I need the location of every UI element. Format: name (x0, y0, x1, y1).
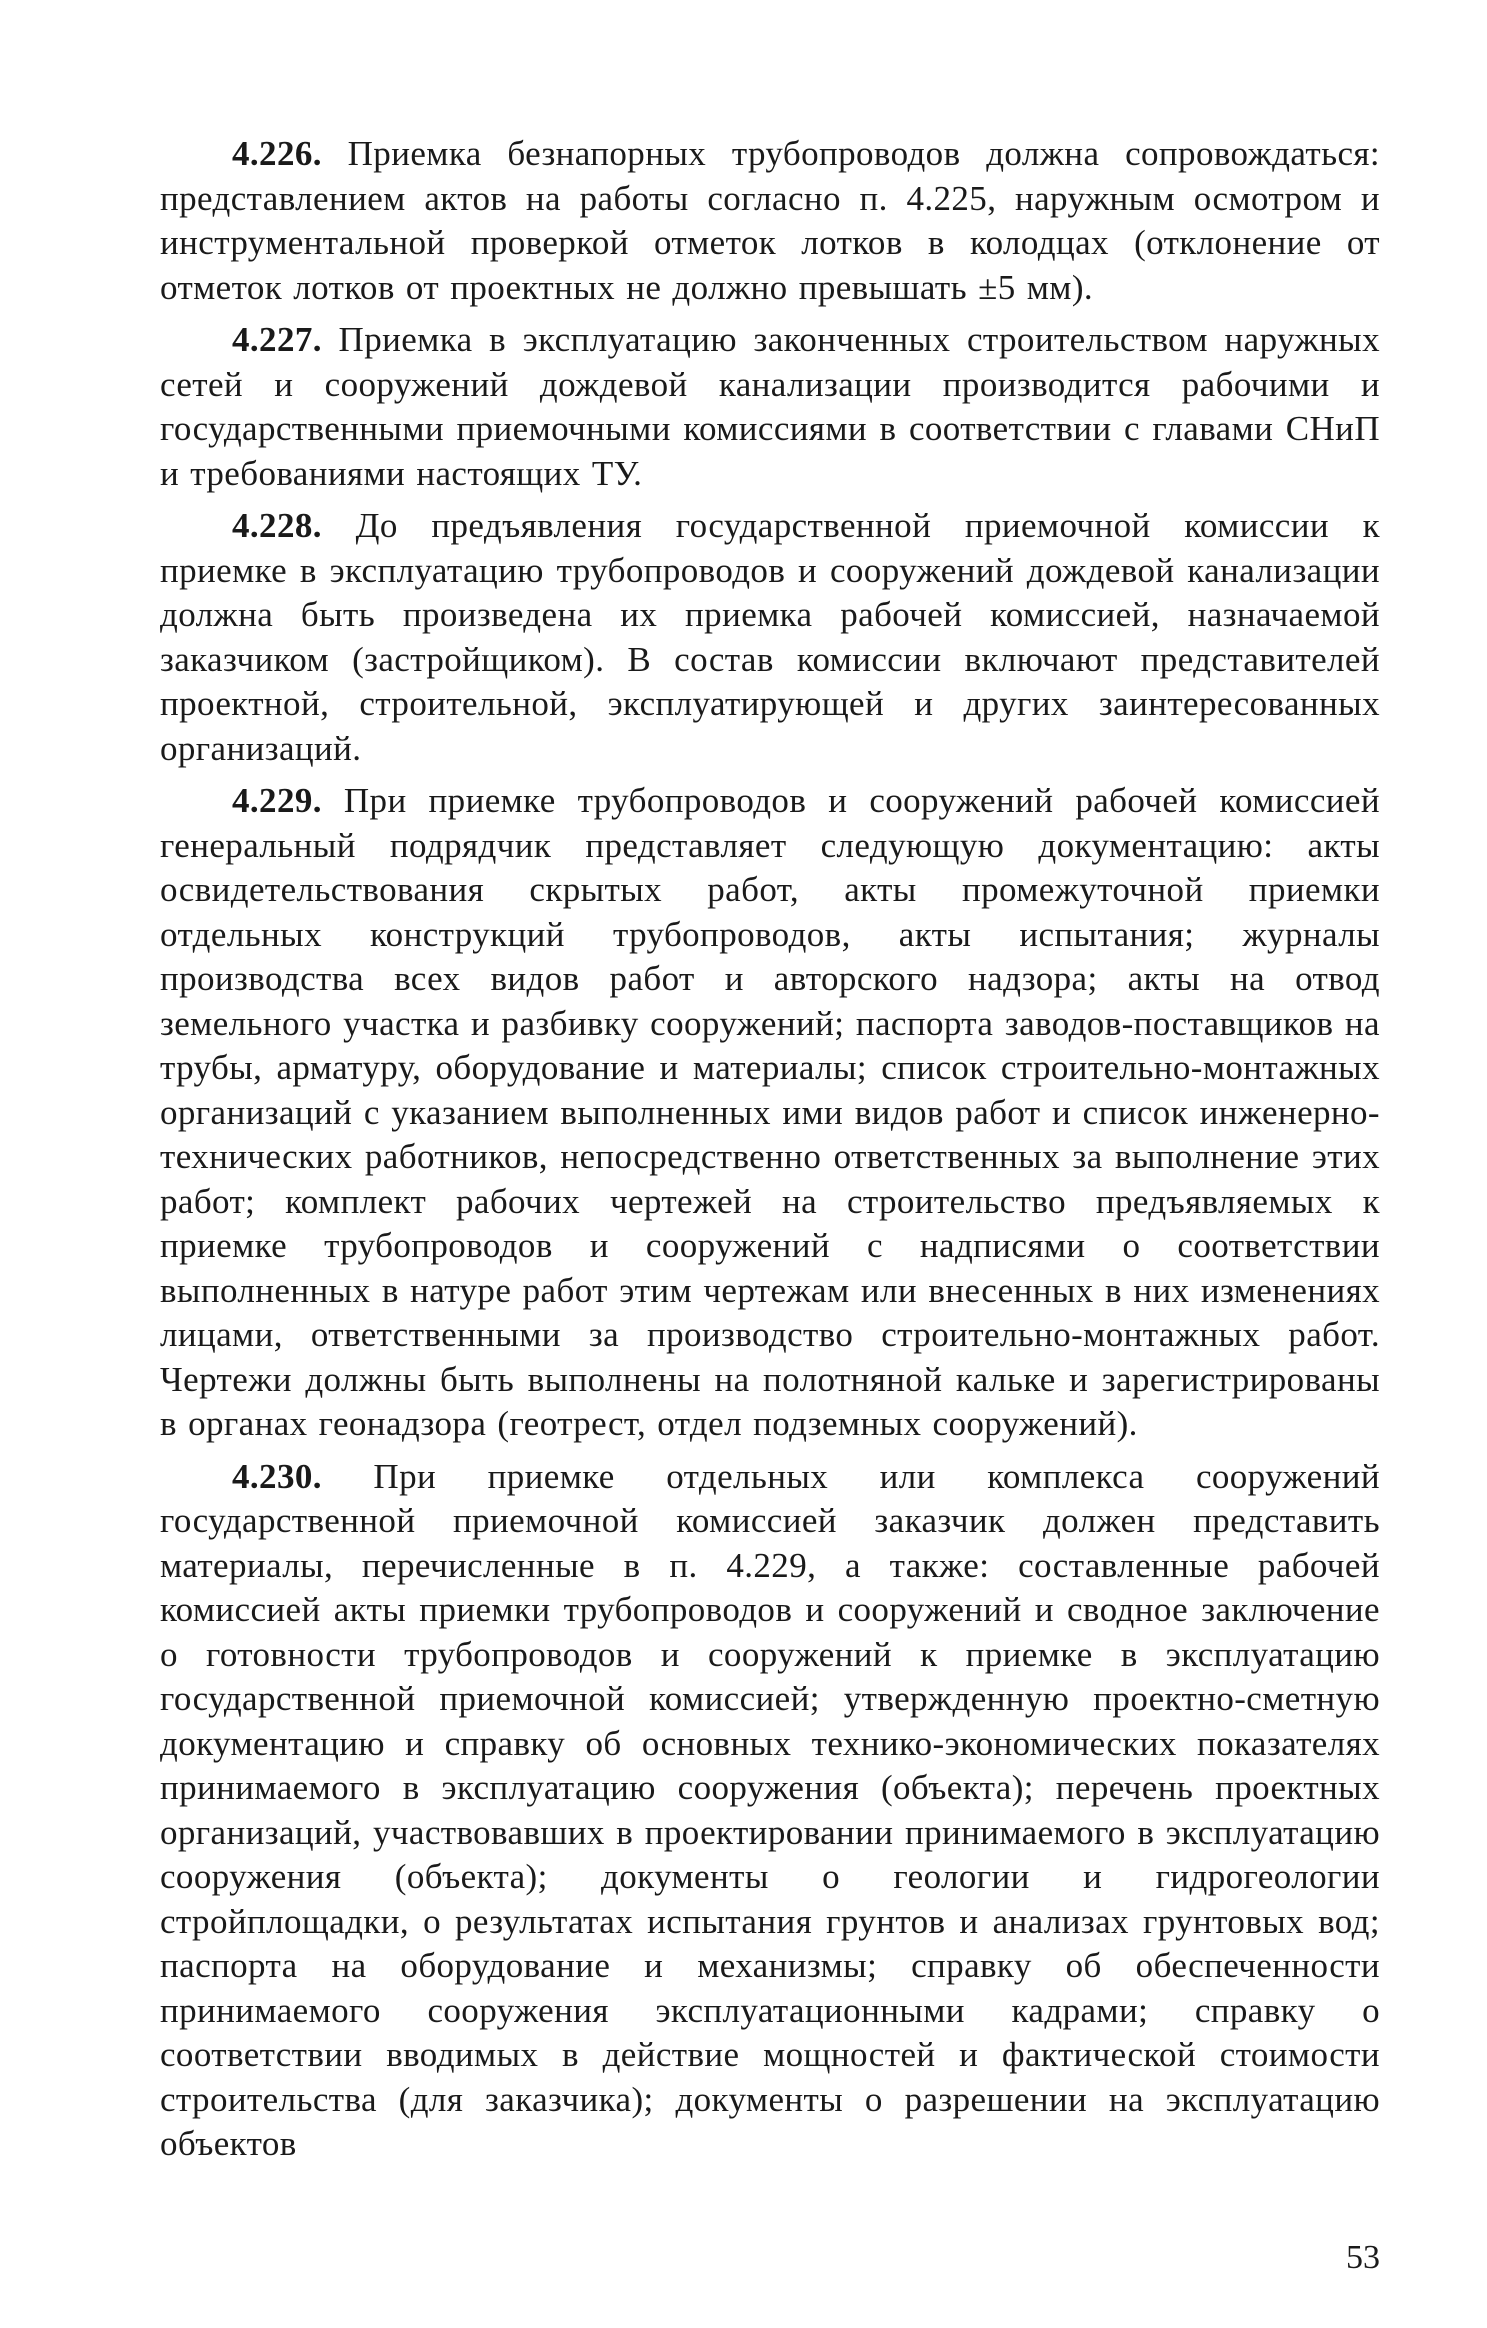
paragraph-4-227 (160, 318, 1380, 496)
document-page (160, 132, 1380, 2175)
paragraph-number: 4.229. (232, 781, 322, 820)
paragraph-text: Приемка в эксплуатацию законченных строительством наружных сетей и сооружений дождевой канализации производится рабочими и государственными приемочными комиссиями в соответствии с главами СНиП и требованиями настоящих ТУ. (160, 320, 1381, 493)
paragraph-4-226 (160, 132, 1380, 310)
paragraph-text: До предъявления государственной приемочной комиссии к приемке в эксплуатацию трубопроводов и сооружений дождевой канализации должна быть произведена их приемка рабочей комиссией, назначаемой заказчиком (застройщиком). В состав комиссии включают представителей проектной, строительной, эксплуатирующей и других заинтересованных организаций. (160, 506, 1380, 768)
paragraph-4-230 (160, 1455, 1380, 2167)
paragraph-text: При приемке отдельных или комплекса сооружений государственной приемочной комиссией заказчик должен представить материалы, перечисленные в п. 4.229, а также: составленные рабочей комиссией акты приемки трубопроводов и сооружений и сводное заключение о готовности трубопроводов и сооружений к приемке в эксплуатацию государственной приемочной комиссией; утвержденную проектно-сметную документацию и справку об основных технико-экономических показателях принимаемого в эксплуатацию сооружения (объекта); перечень проектных организаций, участвовавших в проектировании принимаемого в эксплуатацию сооружения (объекта); документы о геологии и гидрогеологии стройплощадки, о результатах испытания грунтов и анализах грунтовых вод; паспорта на оборудование и механизмы; справку об обеспеченности принимаемого сооружения эксплуатационными кадрами; справку о соответствии вводимых в действие мощностей и фактической стоимости строительства (для заказчика); документы о разрешении на эксплуатацию объектов (160, 1456, 1380, 2163)
paragraph-number: 4.227. (232, 320, 322, 359)
paragraph-text: Приемка безнапорных трубопроводов должна сопровождаться: представлением актов на работы согласно п. 4.225, наружным осмотром и инструментальной проверкой отметок лотков в колодцах (отклонение от отметок лотков от проектных не должно превышать ±5 мм). (160, 134, 1380, 307)
paragraph-4-228 (160, 504, 1380, 771)
paragraph-text: При приемке трубопроводов и сооружений рабочей комиссией генеральный подрядчик представляет следующую документацию: акты освидетельствования скрытых работ, акты промежуточной приемки отдельных конструкций трубопроводов, акты испытания; журналы производства всех видов работ и авторского надзора; акты на отвод земельного участка и разбивку сооружений; паспорта заводов-поставщиков на трубы, арматуру, оборудование и материалы; список строительно-монтажных организаций с указанием выполненных ими видов работ и список инженерно-технических работников, непосредственно ответственных за выполнение этих работ; комплект рабочих чертежей на строительство предъявляемых к приемке трубопроводов и сооружений с надписями о соответствии выполненных в натуре работ этим чертежам или внесенных в них изменениях лицами, ответственными за производство строительно-монтажных работ. Чертежи должны быть выполнены на полотняной кальке и зарегистрированы в органах геонадзора (геотрест, отдел подземных сооружений). (160, 781, 1381, 1443)
paragraph-4-229 (160, 779, 1380, 1447)
page-number: 53 (1346, 2239, 1380, 2276)
paragraph-number: 4.230. (232, 1456, 322, 1496)
paragraph-number: 4.228. (232, 506, 322, 545)
paragraph-number: 4.226. (232, 134, 322, 173)
